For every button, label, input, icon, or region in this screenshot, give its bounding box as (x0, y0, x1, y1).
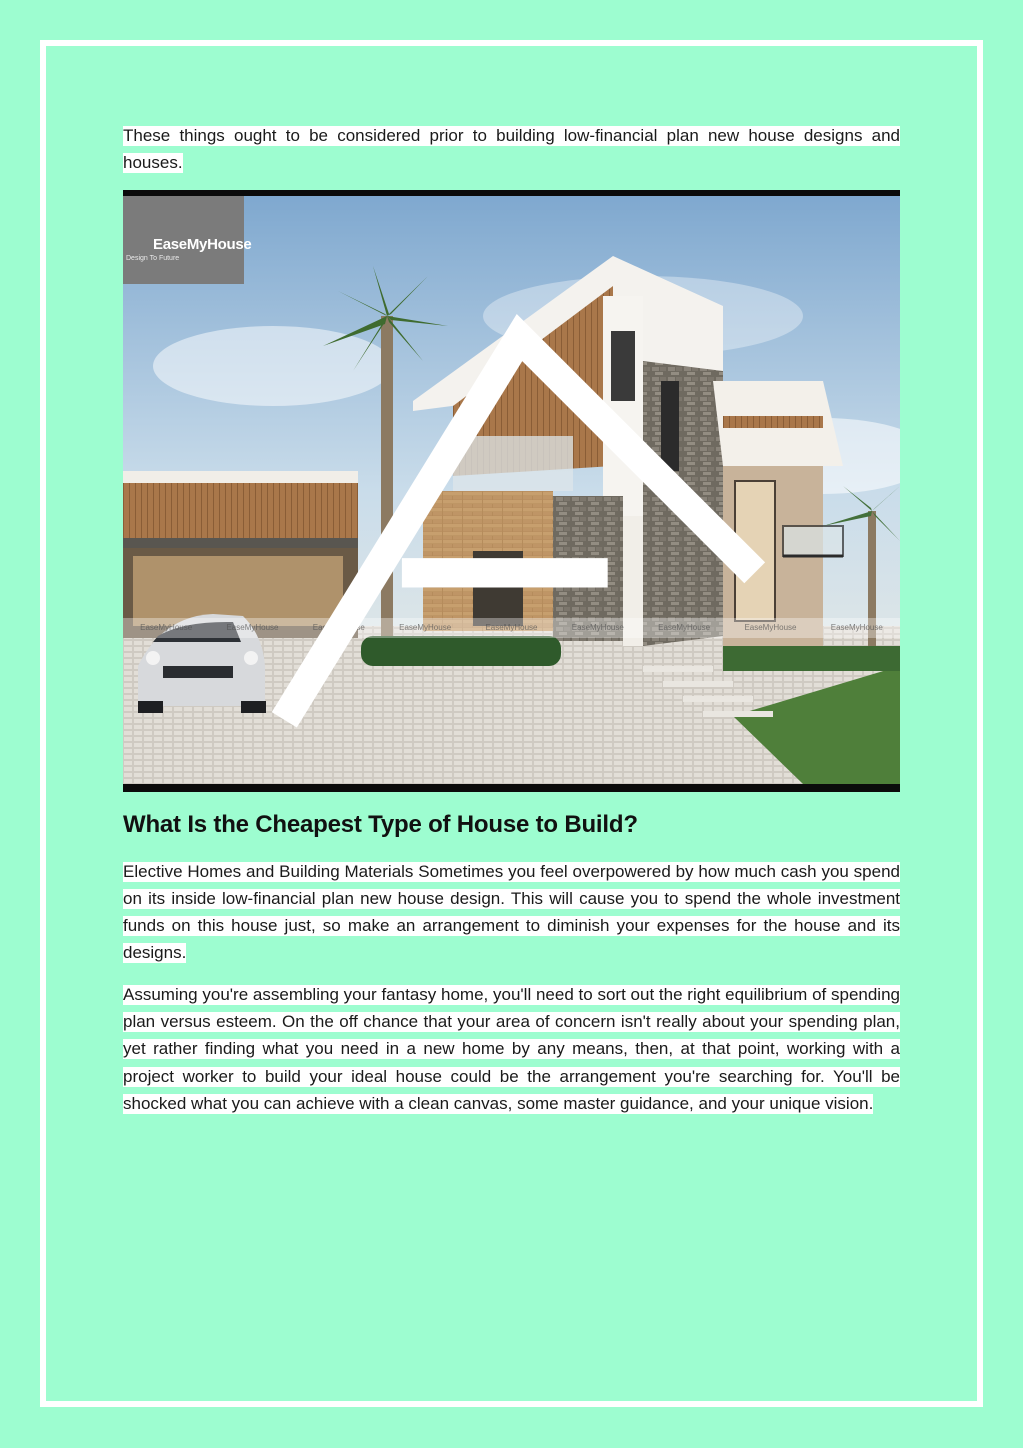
body-paragraph-1-text: Elective Homes and Building Materials Sometimes you feel overpowered by how much cash you spend on its inside low-financial plan new house design. This will cause you to spend the whole investment funds on this house just, so make an arrangement to diminish your expenses for the house and its designs. (123, 861, 900, 963)
watermark-text: EaseMyHouse (830, 623, 883, 633)
intro-text: These things ought to be considered prior to building low-financial plan new house designs and houses. (123, 126, 900, 173)
watermark-text: EaseMyHouse (140, 623, 193, 633)
watermark-text: EaseMyHouse (399, 623, 452, 633)
watermark-text: EaseMyHouse (312, 623, 365, 633)
body-paragraph-2 (123, 981, 900, 1117)
house-render-image (123, 190, 900, 792)
watermark-text: EaseMyHouse (485, 623, 538, 633)
watermark-text: EaseMyHouse (658, 623, 711, 633)
document-content (123, 122, 900, 1117)
intro-paragraph (123, 122, 900, 177)
body-paragraph-1 (123, 858, 900, 967)
logo-tagline: Design To Future (126, 254, 180, 262)
watermark-text: EaseMyHouse (744, 623, 797, 633)
logo-brand-name: EaseMyHouse (153, 235, 252, 253)
brand-logo (123, 196, 252, 284)
watermark-text: EaseMyHouse (226, 623, 279, 633)
watermark-text: EaseMyHouse (571, 623, 624, 633)
body-paragraph-2-text: Assuming you're assembling your fantasy home, you'll need to sort out the right equilibrium of spending plan versus esteem. On the off chance that your area of concern isn't really about your spending plan, yet rather finding what you need in a new home by any means, then, at that point, working with a project worker to build your ideal house could be the arrangement you're searching for. You'll be shocked what you can achieve with a clean canvas, some master guidance, and your unique vision. (123, 984, 900, 1113)
section-heading: What Is the Cheapest Type of House to Build? (123, 810, 638, 838)
house-roof-icon (131, 220, 900, 792)
